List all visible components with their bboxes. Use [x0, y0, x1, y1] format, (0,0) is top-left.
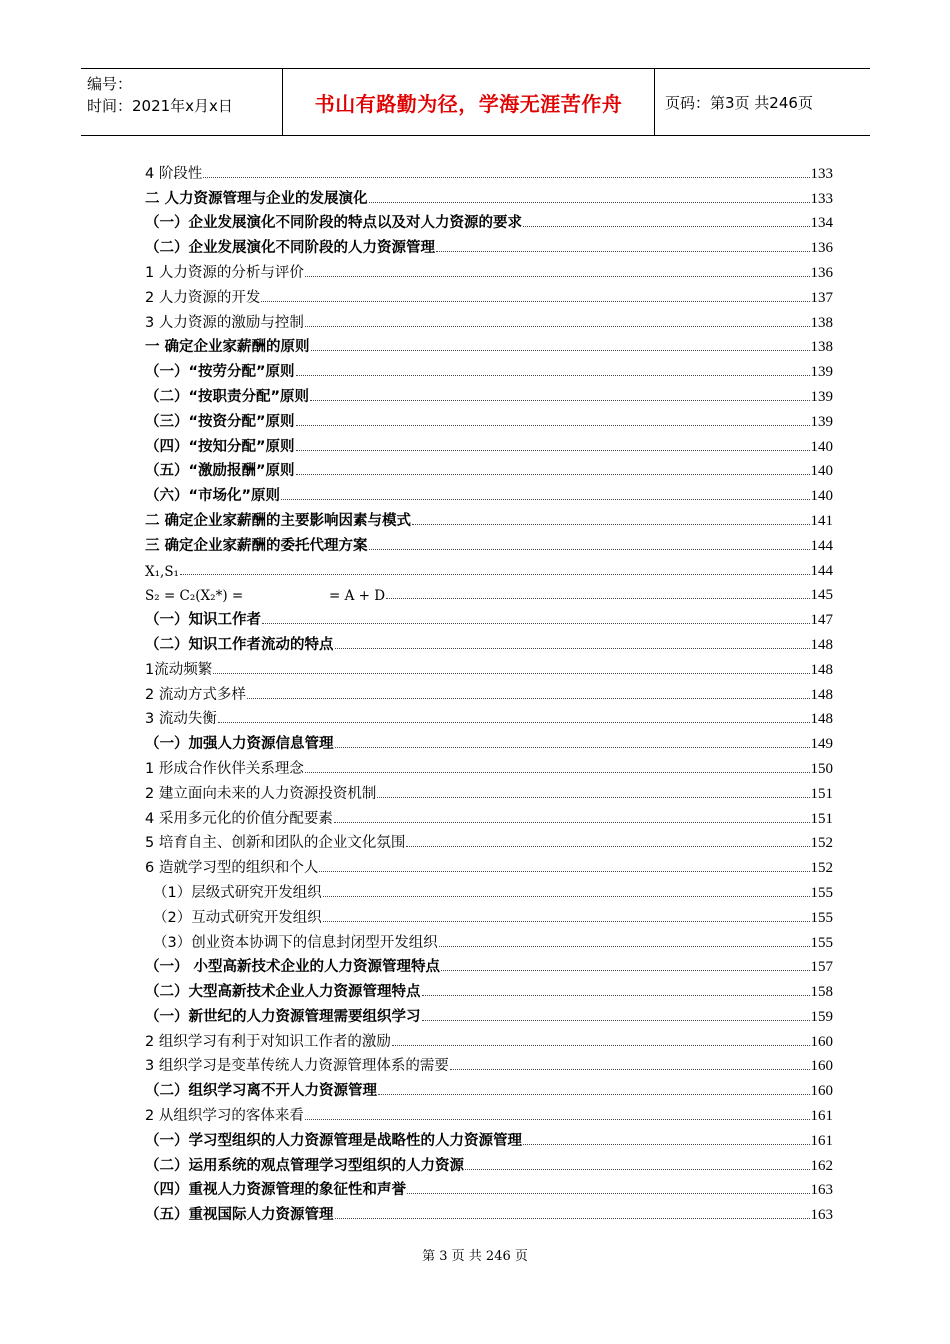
toc-entry-page: 152: [810, 860, 833, 877]
toc-entry-page: 139: [810, 364, 833, 381]
toc-entry-page: 140: [810, 488, 833, 505]
toc-entry[interactable]: [145, 1125, 833, 1150]
toc-entry[interactable]: [145, 456, 833, 481]
dot-leader: [305, 772, 810, 773]
toc-entry[interactable]: [145, 208, 833, 233]
dot-leader: [296, 450, 810, 451]
dot-leader: [281, 499, 809, 500]
toc-entry[interactable]: [145, 679, 833, 704]
toc-entry-page: 138: [810, 314, 833, 331]
dot-leader: [441, 970, 809, 971]
toc-entry[interactable]: [145, 356, 833, 381]
toc-entry[interactable]: [145, 282, 833, 307]
toc-entry-page: 139: [810, 388, 833, 405]
toc-entry-page: 140: [810, 463, 833, 480]
toc-entry-title: 3 流动失衡: [145, 711, 217, 728]
toc-entry-title: （一）知识工作者: [145, 612, 261, 629]
toc-entry-title: X₁,S₁: [145, 563, 179, 580]
toc-entry-title: （二）“按职责分配”原则: [145, 388, 310, 405]
toc-entry[interactable]: [145, 728, 833, 753]
toc-entry-page: 144: [810, 537, 833, 554]
toc-entry-title: 2 建立面向未来的人力资源投资机制: [145, 785, 377, 802]
toc-entry[interactable]: [145, 1051, 833, 1076]
toc-entry-title: 三 确定企业家薪酬的委托代理方案: [145, 537, 368, 554]
toc-entry-title: 6 造就学习型的组织和个人: [145, 860, 319, 877]
page-header: [81, 68, 870, 136]
dot-leader: [406, 846, 809, 847]
dot-leader: [412, 524, 809, 525]
dot-leader: [218, 722, 810, 723]
dot-leader: [523, 226, 810, 227]
header-motto: 书山有路勤为径，学海无涯苦作舟: [314, 91, 623, 116]
toc-entry-title: 1 形成合作伙伴关系理念: [145, 760, 304, 777]
toc-entry[interactable]: [145, 480, 833, 505]
toc-entry-page: 163: [810, 1207, 833, 1224]
toc-entry-page: 148: [810, 636, 833, 653]
toc-entry[interactable]: [145, 852, 833, 877]
toc-entry-title: （五）“激励报酬”原则: [145, 463, 295, 480]
page-footer: 第 3 页 共 246 页: [422, 1249, 528, 1264]
toc-entry-title: （1）层级式研究开发组织: [153, 884, 322, 901]
toc-entry-title: 1 人力资源的分析与评价: [145, 264, 304, 281]
toc-entry-title: （2）互动式研究开发组织: [153, 909, 322, 926]
dot-leader: [305, 276, 810, 277]
toc-entry-page: 141: [810, 512, 833, 529]
table-of-contents: [145, 158, 833, 1224]
document-number-label: 编号：: [87, 75, 133, 93]
dot-leader: [386, 598, 809, 599]
dot-leader: [335, 747, 810, 748]
toc-entry-page: 139: [810, 413, 833, 430]
dot-leader: [450, 1069, 810, 1070]
dot-leader: [310, 400, 809, 401]
toc-entry-title: （一）学习型组织的人力资源管理是战略性的人力资源管理: [145, 1132, 522, 1149]
dot-leader: [203, 177, 809, 178]
toc-entry-page: 148: [810, 711, 833, 728]
toc-entry-page: 162: [810, 1157, 833, 1174]
toc-entry-title: 4 采用多元化的价值分配要素: [145, 810, 333, 827]
dot-leader: [523, 1144, 810, 1145]
toc-entry-title: S₂ = C₂(X₂*) = = A + D: [145, 588, 386, 605]
dot-leader: [465, 1169, 810, 1170]
toc-entry[interactable]: [145, 1199, 833, 1224]
toc-entry-page: 155: [810, 934, 833, 951]
toc-entry[interactable]: [145, 877, 833, 902]
dot-leader: [323, 896, 810, 897]
toc-entry-title: （五）重视国际人力资源管理: [145, 1207, 334, 1224]
toc-entry-title: （二）知识工作者流动的特点: [145, 636, 334, 653]
toc-entry-page: 155: [810, 884, 833, 901]
toc-entry[interactable]: [145, 332, 833, 357]
toc-entry[interactable]: [145, 604, 833, 629]
toc-entry-title: （六）“市场化”原则: [145, 488, 281, 505]
toc-entry-page: 144: [810, 562, 833, 579]
dot-leader: [407, 1193, 810, 1194]
dot-leader: [378, 1094, 810, 1095]
toc-entry[interactable]: [145, 555, 833, 580]
toc-entry-page: 136: [810, 264, 833, 281]
dot-leader: [335, 648, 810, 649]
toc-entry-title: （一）新世纪的人力资源管理需要组织学习: [145, 1008, 421, 1025]
dot-leader: [392, 1045, 810, 1046]
dot-leader: [213, 673, 809, 674]
toc-entry[interactable]: [145, 1075, 833, 1100]
toc-entry-title: 2 组织学习有利于对知识工作者的激励: [145, 1033, 391, 1050]
dot-leader: [436, 251, 810, 252]
dot-leader: [334, 822, 810, 823]
document-date-label: 时间：2021年x月x日: [87, 97, 233, 115]
toc-entry[interactable]: [145, 530, 833, 555]
dot-leader: [422, 995, 810, 996]
toc-entry[interactable]: [145, 505, 833, 530]
header-page-info: 页码：第3页 共246页: [665, 93, 813, 112]
toc-entry[interactable]: [145, 654, 833, 679]
toc-entry[interactable]: [145, 307, 833, 332]
toc-entry-page: 149: [810, 736, 833, 753]
toc-entry-page: 133: [810, 190, 833, 207]
toc-entry-page: 152: [810, 835, 833, 852]
dot-leader: [180, 574, 810, 575]
toc-entry-page: 150: [810, 760, 833, 777]
toc-entry-page: 151: [810, 810, 833, 827]
toc-entry-page: 160: [810, 1033, 833, 1050]
toc-entry-title: 二 确定企业家薪酬的主要影响因素与模式: [145, 512, 412, 529]
toc-entry-title: （二）组织学习离不开人力资源管理: [145, 1083, 377, 1100]
toc-entry-page: 134: [810, 215, 833, 232]
toc-entry-page: 147: [810, 612, 833, 629]
toc-entry[interactable]: [145, 1100, 833, 1125]
toc-entry-page: 140: [810, 438, 833, 455]
toc-entry-page: 160: [810, 1058, 833, 1075]
toc-entry-title: 3 组织学习是变革传统人力资源管理体系的需要: [145, 1058, 449, 1075]
toc-entry[interactable]: [145, 1175, 833, 1200]
dot-leader: [335, 1218, 810, 1219]
toc-entry[interactable]: [145, 927, 833, 952]
dot-leader: [319, 871, 809, 872]
dot-leader: [261, 301, 809, 302]
toc-entry-page: 136: [810, 240, 833, 257]
toc-entry-title: （一）“按劳分配”原则: [145, 364, 295, 381]
toc-entry[interactable]: [145, 902, 833, 927]
toc-entry-page: 159: [810, 1008, 833, 1025]
toc-entry[interactable]: [145, 257, 833, 282]
toc-entry[interactable]: [145, 629, 833, 654]
toc-entry[interactable]: [145, 1026, 833, 1051]
dot-leader: [305, 1119, 810, 1120]
toc-entry[interactable]: [145, 803, 833, 828]
toc-entry-title: 4 阶段性: [145, 165, 203, 182]
toc-entry[interactable]: [145, 976, 833, 1001]
toc-entry-page: 160: [810, 1083, 833, 1100]
toc-entry-title: （二）大型高新技术企业人力资源管理特点: [145, 984, 421, 1001]
toc-entry-page: 151: [810, 785, 833, 802]
toc-entry-title: 2 从组织学习的客体来看: [145, 1108, 304, 1125]
dot-leader: [369, 549, 810, 550]
dot-leader: [296, 375, 810, 376]
toc-entry[interactable]: [145, 704, 833, 729]
toc-entry-title: （一）企业发展演化不同阶段的特点以及对人力资源的要求: [145, 215, 522, 232]
dot-leader: [422, 1020, 810, 1021]
dot-leader: [377, 797, 809, 798]
toc-entry-title: 3 人力资源的激励与控制: [145, 314, 304, 331]
dot-leader: [305, 326, 810, 327]
toc-entry-title: （四）“按知分配”原则: [145, 438, 295, 455]
toc-entry[interactable]: [145, 778, 833, 803]
toc-entry[interactable]: [145, 580, 833, 605]
dot-leader: [369, 202, 810, 203]
toc-entry[interactable]: [145, 232, 833, 257]
toc-entry-title: 5 培育自主、创新和团队的企业文化氛围: [145, 835, 406, 852]
toc-entry[interactable]: [145, 158, 833, 183]
toc-entry[interactable]: [145, 431, 833, 456]
toc-entry-title: 1流动频繁: [145, 661, 213, 678]
toc-entry-page: 145: [810, 587, 833, 604]
toc-entry-page: 163: [810, 1182, 833, 1199]
toc-entry[interactable]: [145, 753, 833, 778]
toc-entry[interactable]: [145, 1001, 833, 1026]
toc-entry-title: （三）“按资分配”原则: [145, 413, 295, 430]
toc-entry[interactable]: [145, 381, 833, 406]
dot-leader: [311, 350, 810, 351]
toc-entry-title: （一） 小型高新技术企业的人力资源管理特点: [145, 959, 441, 976]
dot-leader: [262, 623, 810, 624]
header-meta: [81, 69, 283, 135]
toc-entry[interactable]: [145, 1150, 833, 1175]
dot-leader: [296, 425, 810, 426]
toc-entry-page: 161: [810, 1132, 833, 1149]
toc-entry-title: 2 流动方式多样: [145, 686, 246, 703]
toc-entry[interactable]: [145, 952, 833, 977]
toc-entry-title: （一）加强人力资源信息管理: [145, 736, 334, 753]
dot-leader: [296, 474, 810, 475]
dot-leader: [247, 698, 810, 699]
toc-entry[interactable]: [145, 406, 833, 431]
toc-entry-title: （二）企业发展演化不同阶段的人力资源管理: [145, 240, 435, 257]
dot-leader: [439, 946, 810, 947]
toc-entry-title: 一 确定企业家薪酬的原则: [145, 339, 310, 356]
toc-entry-page: 133: [810, 165, 833, 182]
toc-entry-page: 148: [810, 661, 833, 678]
toc-entry[interactable]: [145, 183, 833, 208]
toc-entry-title: （四）重视人力资源管理的象征性和声誉: [145, 1182, 406, 1199]
toc-entry[interactable]: [145, 828, 833, 853]
toc-entry-page: 137: [810, 289, 833, 306]
toc-entry-page: 138: [810, 339, 833, 356]
toc-entry-title: 二 人力资源管理与企业的发展演化: [145, 190, 368, 207]
toc-entry-page: 148: [810, 686, 833, 703]
toc-entry-title: 2 人力资源的开发: [145, 289, 261, 306]
dot-leader: [323, 921, 810, 922]
toc-entry-page: 161: [810, 1108, 833, 1125]
header-motto-cell: [283, 69, 655, 135]
toc-entry-page: 158: [810, 984, 833, 1001]
toc-entry-page: 157: [810, 959, 833, 976]
toc-entry-title: （3）创业资本协调下的信息封闭型开发组织: [153, 934, 438, 951]
toc-entry-page: 155: [810, 909, 833, 926]
toc-entry-title: （二）运用系统的观点管理学习型组织的人力资源: [145, 1157, 464, 1174]
